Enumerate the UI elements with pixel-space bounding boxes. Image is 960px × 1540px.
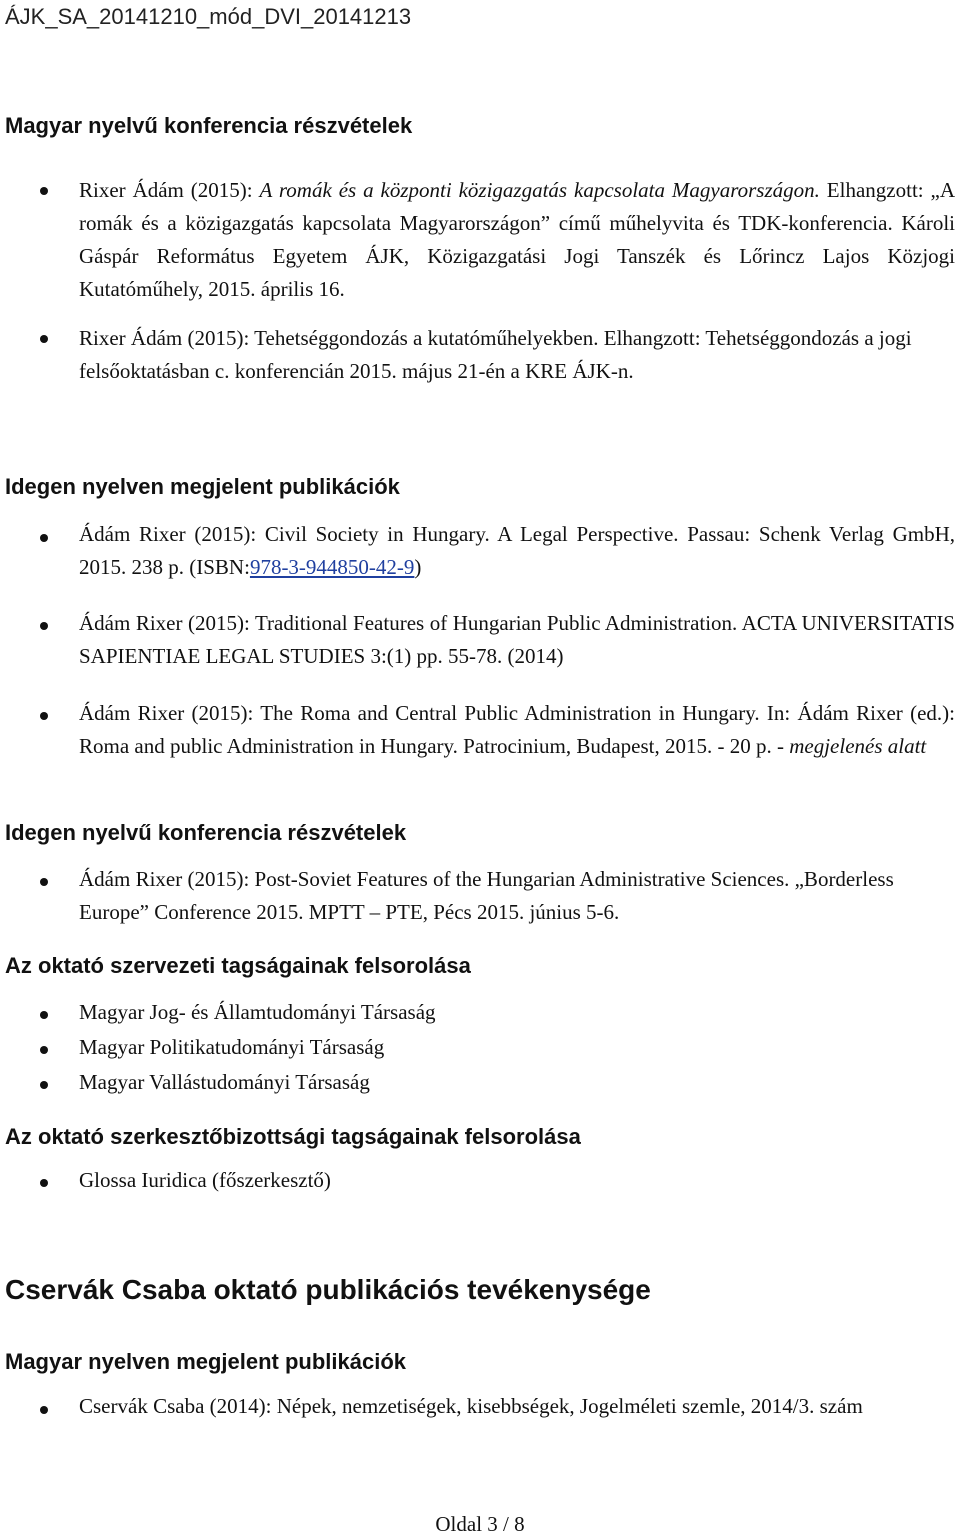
- list-item: [79, 174, 955, 306]
- item-text: Ádám Rixer (2015): The Roma and Central Public Administration in Hungary. In: Ádám Rixer (ed.): Roma and public Administration in Hungary. Patrocinium, Budapest, 2015. - 20 p. -: [79, 701, 955, 758]
- list-item: Cservák Csaba (2014): Népek, nemzetiségek, kisebbségek, Jogelméleti szemle, 2014/3. szám: [79, 1394, 863, 1418]
- bullet-icon: [40, 1406, 48, 1414]
- list-item: Magyar Vallástudományi Társaság: [79, 1070, 370, 1094]
- section-heading-memberships: Az oktató szervezeti tagságainak felsorolása: [5, 953, 471, 978]
- section-heading-editorial-boards: Az oktató szerkesztőbizottsági tagságainak felsorolása: [5, 1124, 581, 1149]
- bullet-icon: [40, 1046, 48, 1054]
- item-text: Ádám Rixer (2015): Civil Society in Hungary. A Legal Perspective. Passau: Schenk Verlag GmbH, 2015. 238 p. (ISBN:: [79, 522, 955, 579]
- list-item: Ádám Rixer (2015): Traditional Features of Hungarian Public Administration. ACTA UNIVERSITATIS SAPIENTIAE LEGAL STUDIES 3:(1) pp. 55-78. (2014): [79, 611, 955, 668]
- bullet-icon: [40, 1081, 48, 1089]
- bullet-icon: [40, 335, 48, 343]
- section-heading-foreign-publications: Idegen nyelven megjelent publikációk: [5, 474, 400, 499]
- item-text: Elhangzott: „A romák és a közigazgatás kapcsolata Magyarországon” című műhelyvita és TDK-konferencia. Károli Gáspár Református Egyetem ÁJK, Közigazgatási Jogi Tanszék és Lőrincz Lajos Közjogi Kutatóműhely, 2015. április 16.: [79, 178, 956, 301]
- bullet-icon: [40, 622, 48, 630]
- item-title: A romák és a központi közigazgatás kapcsolata Magyarországon.: [259, 178, 820, 202]
- section-title-cservak: Cservák Csaba oktató publikációs tevékenysége: [5, 1274, 651, 1305]
- item-text: Rixer Ádám (2015):: [79, 178, 260, 202]
- list-item: [79, 697, 955, 763]
- item-text: ): [414, 555, 422, 579]
- section-heading-hu-conferences: Magyar nyelvű konferencia részvételek: [5, 113, 413, 138]
- list-item: Glossa Iuridica (főszerkesztő): [79, 1168, 331, 1192]
- item-status: megjelenés alatt: [789, 734, 927, 758]
- bullet-icon: [40, 712, 48, 720]
- bullet-icon: [40, 1011, 48, 1019]
- isbn-link[interactable]: 978-3-944850-42-9: [249, 555, 415, 579]
- document-header: ÁJK_SA_20141210_mód_DVI_20141213: [5, 4, 412, 29]
- bullet-icon: [40, 878, 48, 886]
- bullet-icon: [40, 1179, 48, 1187]
- page-number: Oldal 3 / 8: [435, 1512, 525, 1536]
- list-item: Rixer Ádám (2015): Tehetséggondozás a kutatóműhelyekben. Elhangzott: Tehetséggondozás a jogi felsőoktatásban c. konferencián 2015. május 21-én a KRE ÁJK-n.: [79, 326, 912, 383]
- bullet-icon: [40, 534, 48, 542]
- list-item: Magyar Politikatudományi Társaság: [79, 1035, 385, 1059]
- section-heading-foreign-conferences: Idegen nyelvű konferencia részvételek: [5, 820, 407, 845]
- list-item: Ádám Rixer (2015): Post-Soviet Features of the Hungarian Administrative Sciences. „Borderless Europe” Conference 2015. MPTT – PTE, Pécs 2015. június 5-6.: [79, 867, 894, 924]
- list-item: Magyar Jog- és Államtudományi Társaság: [79, 1000, 436, 1024]
- list-item: [79, 518, 955, 584]
- section-heading-hu-publications: Magyar nyelven megjelent publikációk: [5, 1349, 407, 1374]
- bullet-icon: [40, 187, 48, 195]
